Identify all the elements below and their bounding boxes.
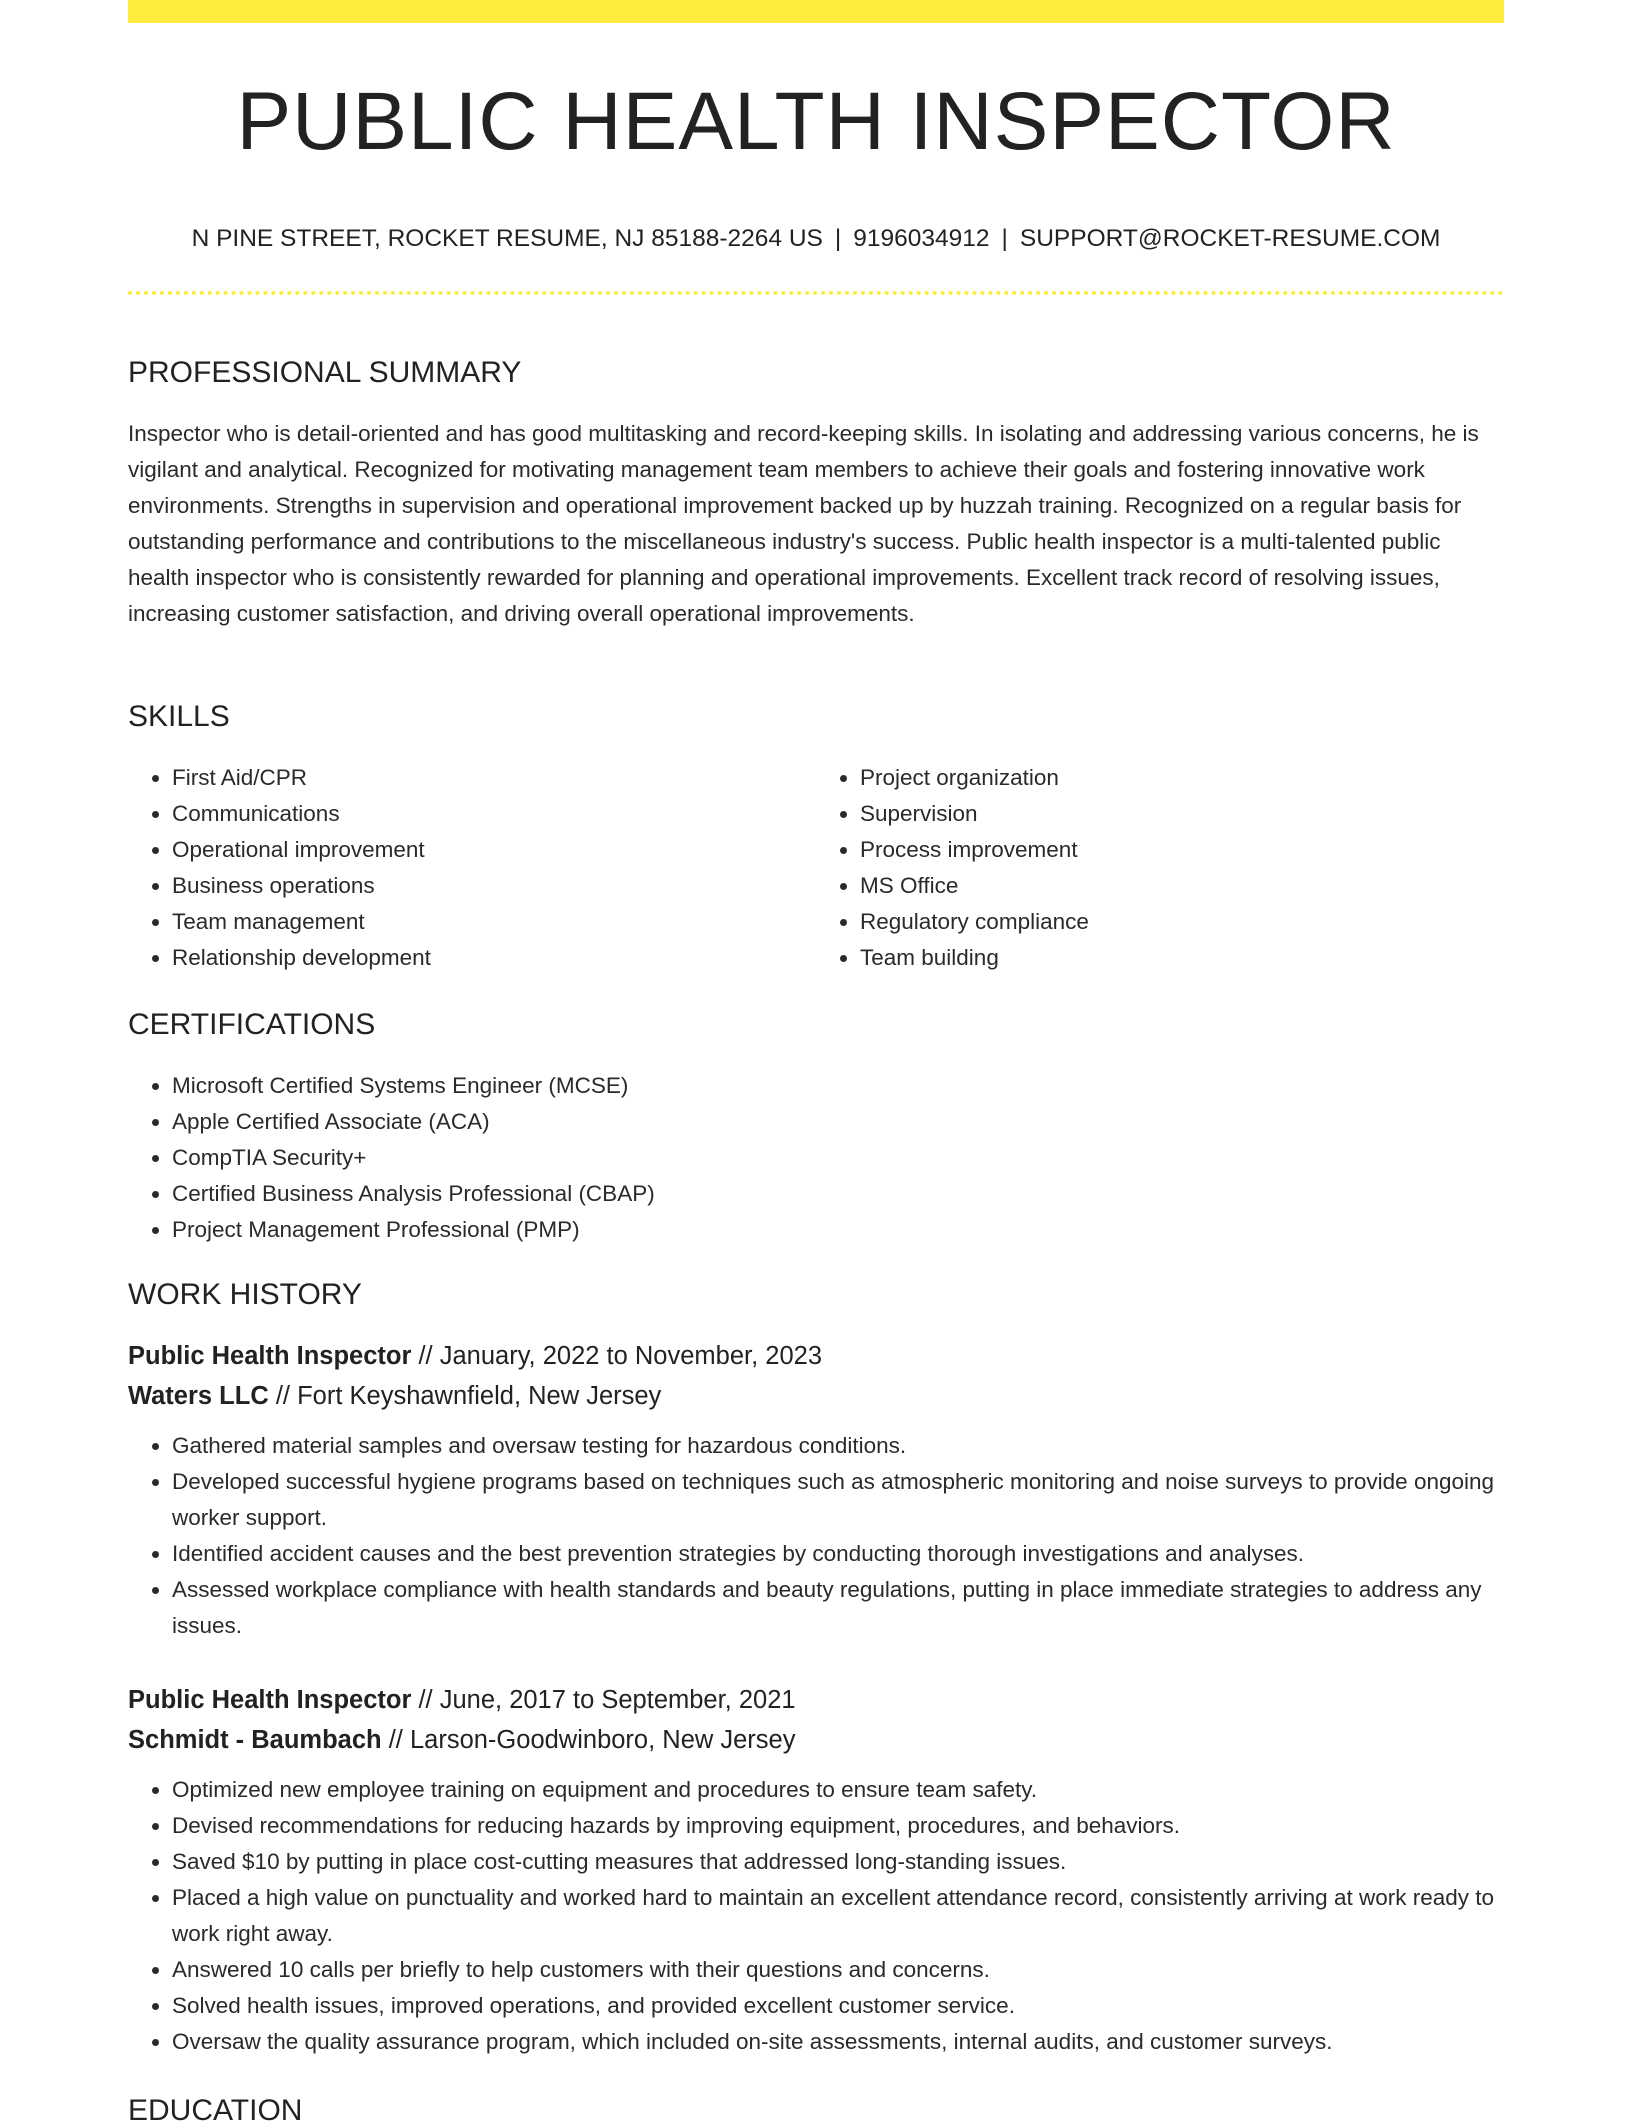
skills-column-right xyxy=(816,760,1504,976)
skill-item: • Team management xyxy=(172,904,816,940)
skill-item: • Operational improvement xyxy=(172,832,816,868)
skill-item: • Regulatory compliance xyxy=(860,904,1504,940)
skills-heading: SKILLS xyxy=(128,700,230,733)
skill-item: • Business operations xyxy=(172,868,816,904)
job-duty-item: • Saved $10 by putting in place cost-cutting measures that addressed long-standing issues. xyxy=(172,1844,1504,1880)
education-heading: EDUCATION xyxy=(128,2094,303,2127)
job-location: // Larson-Goodwinboro, New Jersey xyxy=(381,1726,796,1754)
contact-address: N PINE STREET, ROCKET RESUME, NJ 85188-2264 US xyxy=(191,225,823,252)
job-entry xyxy=(128,1336,1504,1644)
summary-section xyxy=(128,358,1504,632)
contact-email: SUPPORT@ROCKET-RESUME.COM xyxy=(1019,225,1441,252)
resume-page xyxy=(128,0,1504,2127)
job-duty-item: • Placed a high value on punctuality and worked hard to maintain an excellent attendance record, consistently arriving at work ready to work right away. xyxy=(172,1880,1504,1952)
contact-separator: | xyxy=(1001,225,1008,252)
skills-section xyxy=(128,702,1504,976)
certification-item: • Apple Certified Associate (ACA) xyxy=(172,1104,1504,1140)
job-duty-item: • Answered 10 calls per briefly to help customers with their questions and concerns. xyxy=(172,1952,1504,1988)
job-company-line xyxy=(128,1720,1504,1760)
contact-separator: | xyxy=(834,225,842,252)
skill-item: • MS Office xyxy=(860,868,1504,904)
job-entry xyxy=(128,1680,1504,2060)
contact-line xyxy=(128,227,1504,252)
top-accent-bar xyxy=(128,0,1504,23)
certification-item: • CompTIA Security+ xyxy=(172,1140,1504,1176)
skills-grid xyxy=(128,760,1504,976)
job-location: // Fort Keyshawnfield, New Jersey xyxy=(268,1382,662,1410)
summary-text: Inspector who is detail-oriented and has good multitasking and record-keeping skills. In isolating and addressing various concerns, he is vigilant and analytical. Recognized for motivating management team members to achieve their goals and fostering innovative work environments. Strengths in supervision and operational improvement backed up by huzzah training. Recognized on a regular basis for outstanding performance and contributions to the miscellaneous industry's success. Public health inspector is a multi-talented public health inspector who is consistently rewarded for planning and operational improvements. Excellent track record of resolving issues, increasing customer satisfaction, and driving overall operational improvements. xyxy=(128,421,1479,626)
certification-item: • Project Management Professional (PMP) xyxy=(172,1212,1504,1248)
certification-item: • Certified Business Analysis Professional (CBAP) xyxy=(172,1176,1504,1212)
job-title-line xyxy=(128,1336,1504,1376)
job-company-line xyxy=(128,1376,1504,1416)
job-duties-list xyxy=(128,1772,1504,2060)
job-company: Waters LLC xyxy=(128,1382,269,1410)
job-dates: // January, 2022 to November, 2023 xyxy=(411,1342,823,1370)
summary-heading: PROFESSIONAL SUMMARY xyxy=(128,356,522,389)
skill-item: • Project organization xyxy=(860,760,1504,796)
contact-phone: 9196034912 xyxy=(853,225,990,252)
education-section xyxy=(128,2096,1504,2126)
job-company: Schmidt - Baumbach xyxy=(128,1726,382,1754)
job-duty-item: • Developed successful hygiene programs based on techniques such as atmospheric monitoring and noise surveys to provide ongoing worker support. xyxy=(172,1464,1504,1536)
job-duty-item: • Optimized new employee training on equipment and procedures to ensure team safety. xyxy=(172,1772,1504,1808)
certification-item: • Microsoft Certified Systems Engineer (MCSE) xyxy=(172,1068,1504,1104)
skill-item: • Relationship development xyxy=(172,940,816,976)
job-title-line xyxy=(128,1680,1504,1720)
certifications-section xyxy=(128,1010,1504,1248)
work-history-heading: WORK HISTORY xyxy=(128,1278,362,1311)
skill-item: • Supervision xyxy=(860,796,1504,832)
work-history-section xyxy=(128,1280,1504,1310)
job-duty-item: • Solved health issues, improved operations, and provided excellent customer service. xyxy=(172,1988,1504,2024)
job-duty-item: • Devised recommendations for reducing hazards by improving equipment, procedures, and behaviors. xyxy=(172,1808,1504,1844)
job-duties-list xyxy=(128,1428,1504,1644)
skill-item: • Process improvement xyxy=(860,832,1504,868)
skill-item: • Communications xyxy=(172,796,816,832)
job-duty-item: • Assessed workplace compliance with health standards and beauty regulations, putting in place immediate strategies to address any issues. xyxy=(172,1572,1504,1644)
job-dates: // June, 2017 to September, 2021 xyxy=(411,1686,796,1714)
certifications-heading: CERTIFICATIONS xyxy=(128,1008,376,1041)
certifications-list xyxy=(128,1068,1504,1248)
skill-item: • First Aid/CPR xyxy=(172,760,816,796)
skill-item: • Team building xyxy=(860,940,1504,976)
skills-column-left xyxy=(128,760,816,976)
job-role: Public Health Inspector xyxy=(128,1342,412,1370)
job-duty-item: • Gathered material samples and oversaw testing for hazardous conditions. xyxy=(172,1428,1504,1464)
header-divider xyxy=(128,291,1504,295)
resume-title: PUBLIC HEALTH INSPECTOR xyxy=(236,76,1396,167)
job-role: Public Health Inspector xyxy=(128,1686,412,1714)
job-duty-item: • Oversaw the quality assurance program, which included on-site assessments, internal audits, and customer surveys. xyxy=(172,2024,1504,2060)
job-duty-item: • Identified accident causes and the best prevention strategies by conducting thorough investigations and analyses. xyxy=(172,1536,1504,1572)
